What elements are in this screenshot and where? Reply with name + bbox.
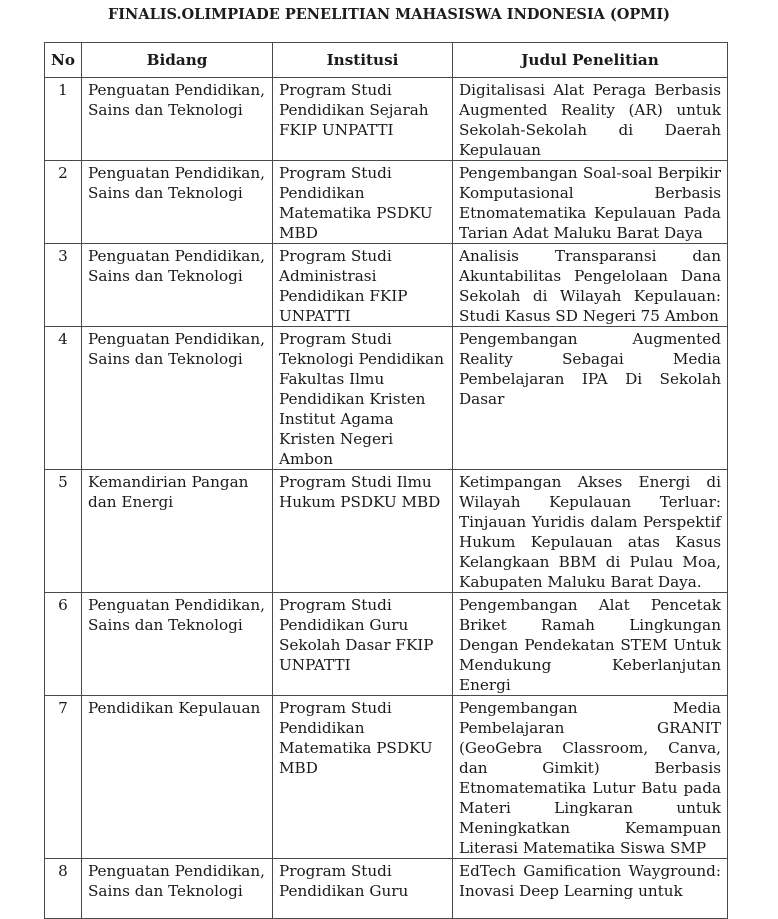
row-institusi: Program Studi Pendidikan Sejarah FKIP UNPATTI [273, 78, 453, 161]
row-judul: Analisis Transparansi dan Akuntabilitas Pengelolaan Dana Sekolah di Wilayah Kepulauan: Studi Kasus SD Negeri 75 Ambon [453, 244, 728, 327]
header-no: No [45, 43, 82, 78]
row-bidang: Penguatan Pendidikan, Sains dan Teknologi [82, 859, 273, 919]
table-row [45, 244, 728, 327]
row-judul: Pengembangan Soal-soal Berpikir Komputasional Berbasis Etnomatematika Kepulauan Pada Tarian Adat Maluku Barat Daya [453, 161, 728, 244]
table-row [45, 327, 728, 470]
finalist-table [44, 42, 728, 919]
header-institusi: Institusi [273, 43, 453, 78]
header-bidang: Bidang [82, 43, 273, 78]
row-number: 7 [45, 696, 82, 859]
row-number: 6 [45, 593, 82, 696]
row-bidang: Penguatan Pendidikan, Sains dan Teknologi [82, 161, 273, 244]
row-institusi: Program Studi Pendidikan Guru [273, 859, 453, 919]
row-judul: Ketimpangan Akses Energi di Wilayah Kepulauan Terluar: Tinjauan Yuridis dalam Perspektif Hukum Kepulauan atas Kasus Kelangkaan BBM di Pulau Moa, Kabupaten Maluku Barat Daya. [453, 470, 728, 593]
row-bidang: Kemandirian Pangan dan Energi [82, 470, 273, 593]
table-row [45, 593, 728, 696]
row-judul: Pengembangan Media Pembelajaran GRANIT (GeoGebra Classroom, Canva, dan Gimkit) Berbasis Etnomatematika Lutur Batu pada Materi Lingkaran untuk Meningkatkan Kemampuan Literasi Matematika Siswa SMP [453, 696, 728, 859]
row-number: 1 [45, 78, 82, 161]
header-judul-penelitian: Judul Penelitian [453, 43, 728, 78]
table-header-row [45, 43, 728, 78]
row-number: 5 [45, 470, 82, 593]
row-number: 2 [45, 161, 82, 244]
row-judul: Pengembangan Alat Pencetak Briket Ramah Lingkungan Dengan Pendekatan STEM Untuk Mendukung Keberlanjutan Energi [453, 593, 728, 696]
row-bidang: Penguatan Pendidikan, Sains dan Teknologi [82, 78, 273, 161]
row-institusi: Program Studi Teknologi Pendidikan Fakultas Ilmu Pendidikan Kristen Institut Agama Kristen Negeri Ambon [273, 327, 453, 470]
table-row [45, 696, 728, 859]
row-bidang: Pendidikan Kepulauan [82, 696, 273, 859]
row-institusi: Program Studi Ilmu Hukum PSDKU MBD [273, 470, 453, 593]
row-judul: Digitalisasi Alat Peraga Berbasis Augmented Reality (AR) untuk Sekolah-Sekolah di Daerah Kepulauan [453, 78, 728, 161]
row-bidang: Penguatan Pendidikan, Sains dan Teknologi [82, 244, 273, 327]
row-bidang: Penguatan Pendidikan, Sains dan Teknologi [82, 327, 273, 470]
row-judul: Pengembangan Augmented Reality Sebagai Media Pembelajaran IPA Di Sekolah Dasar [453, 327, 728, 470]
table-row [45, 470, 728, 593]
row-institusi: Program Studi Pendidikan Guru Sekolah Dasar FKIP UNPATTI [273, 593, 453, 696]
row-number: 3 [45, 244, 82, 327]
row-judul: EdTech Gamification Wayground: Inovasi Deep Learning untuk [453, 859, 728, 919]
document-title: FINALIS.OLIMPIADE PENELITIAN MAHASISWA INDONESIA (OPMI) [107, 6, 671, 23]
row-number: 8 [45, 859, 82, 919]
table-row [45, 161, 728, 244]
row-number: 4 [45, 327, 82, 470]
table-row [45, 78, 728, 161]
row-institusi: Program Studi Pendidikan Matematika PSDKU MBD [273, 696, 453, 859]
row-bidang: Penguatan Pendidikan, Sains dan Teknologi [82, 593, 273, 696]
table-row [45, 859, 728, 919]
row-institusi: Program Studi Administrasi Pendidikan FKIP UNPATTI [273, 244, 453, 327]
row-institusi: Program Studi Pendidikan Matematika PSDKU MBD [273, 161, 453, 244]
